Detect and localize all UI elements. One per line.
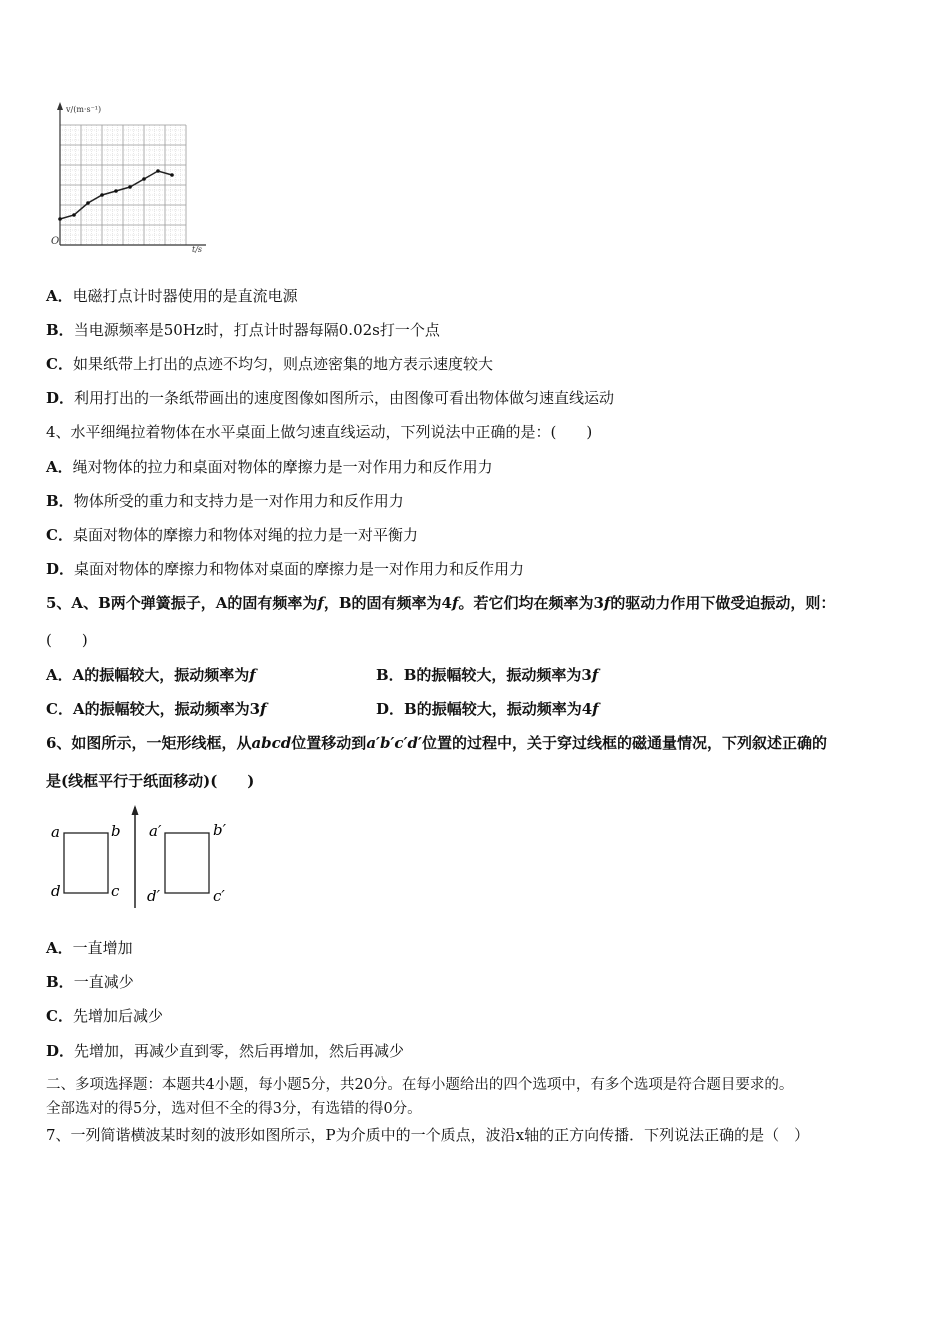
label-a: a <box>51 823 60 841</box>
velocity-time-graph <box>46 100 216 260</box>
q5-option-a: A．A的振幅较大，振动频率为f <box>46 666 256 684</box>
q4-option-b: B．物体所受的重力和支持力是一对作用力和反作用力 <box>46 492 404 510</box>
label-b-prime: b′ <box>213 821 227 839</box>
label-c-prime: c′ <box>213 887 225 905</box>
label-a-prime: a′ <box>149 822 162 840</box>
data-point <box>100 193 104 197</box>
q4-option-d: D．桌面对物体的摩擦力和物体对桌面的摩擦力是一对作用力和反作用力 <box>46 560 525 578</box>
q4-option-c: C．桌面对物体的摩擦力和物体对绳的拉力是一对平衡力 <box>46 526 418 544</box>
q3-option-a: A．电磁打点计时器使用的是直流电源 <box>46 287 298 305</box>
y-axis-arrow <box>57 102 63 110</box>
q5-option-d: D．B的振幅较大，振动频率为4f <box>376 700 599 718</box>
label-c: c <box>111 882 120 900</box>
current-arrow <box>132 805 139 815</box>
label-b: b <box>111 822 121 840</box>
data-point <box>58 217 62 221</box>
q5-option-c: C．A的振幅较大，振动频率为3f <box>46 700 267 718</box>
data-point <box>128 185 132 189</box>
q4-stem: 4、水平细绳拉着物体在水平桌面上做匀速直线运动，下列说法中正确的是：( ) <box>46 423 593 441</box>
graph-grid <box>60 125 186 245</box>
frame-abcd <box>64 833 108 893</box>
data-point <box>142 177 146 181</box>
q6-option-b: B．一直减少 <box>46 973 134 991</box>
q6-option-d: D．先增加，再减少直到零，然后再增加，然后再减少 <box>46 1042 405 1060</box>
q6-option-a: A．一直增加 <box>46 939 133 957</box>
q5-stem-paren: ( ) <box>46 631 88 649</box>
graph-origin: O <box>51 236 60 247</box>
q5-stem: 5、A、B两个弹簧振子，A的固有频率为f，B的固有频率为4f。若它们均在频率为3f的驱动力作用下做受迫振动，则： <box>46 594 836 612</box>
frame-figure <box>46 803 246 913</box>
data-point <box>86 201 90 205</box>
q3-option-d: D．利用打出的一条纸带画出的速度图像如图所示，由图像可看出物体做匀速直线运动 <box>46 389 615 407</box>
q6-stem: 6、如图所示，一矩形线框，从abcd位置移动到a′b′c′d′位置的过程中，关于穿过线框的磁通量情况，下列叙述正确的 <box>46 734 827 752</box>
data-point <box>114 189 118 193</box>
section2-heading: 二、多项选择题：本题共4小题，每小题5分，共20分。在每小题给出的四个选项中，有多个选项是符合题目要求的。 <box>46 1077 794 1093</box>
section2-heading-line2: 全部选对的得5分，选对但不全的得3分，有选错的得0分。 <box>46 1101 422 1117</box>
q6-option-c: C．先增加后减少 <box>46 1007 163 1025</box>
graph-xlabel: t/s <box>192 245 203 254</box>
label-d-prime: d′ <box>147 887 161 905</box>
frame-a2b2c2d2 <box>165 833 209 893</box>
graph-ylabel: v/(m·s⁻¹) <box>66 105 102 114</box>
q3-option-b: B．当电源频率是50Hz时，打点计时器每隔0.02s打一个点 <box>46 321 440 339</box>
data-point <box>170 173 174 177</box>
q4-option-a: A．绳对物体的拉力和桌面对物体的摩擦力是一对作用力和反作用力 <box>46 458 493 476</box>
label-d: d <box>51 882 61 900</box>
q6-stem-line2: 是(线框平行于纸面移动)( ) <box>46 772 255 790</box>
q5-option-b: B．B的振幅较大，振动频率为3f <box>376 666 599 684</box>
q7-stem: 7、一列简谐横波某时刻的波形如图所示，P为介质中的一个质点，波沿x轴的正方向传播．下列说法正确的是（ ） <box>46 1126 810 1144</box>
q3-option-c: C．如果纸带上打出的点迹不均匀，则点迹密集的地方表示速度较大 <box>46 355 493 373</box>
data-point <box>156 169 160 173</box>
data-point <box>72 213 76 217</box>
